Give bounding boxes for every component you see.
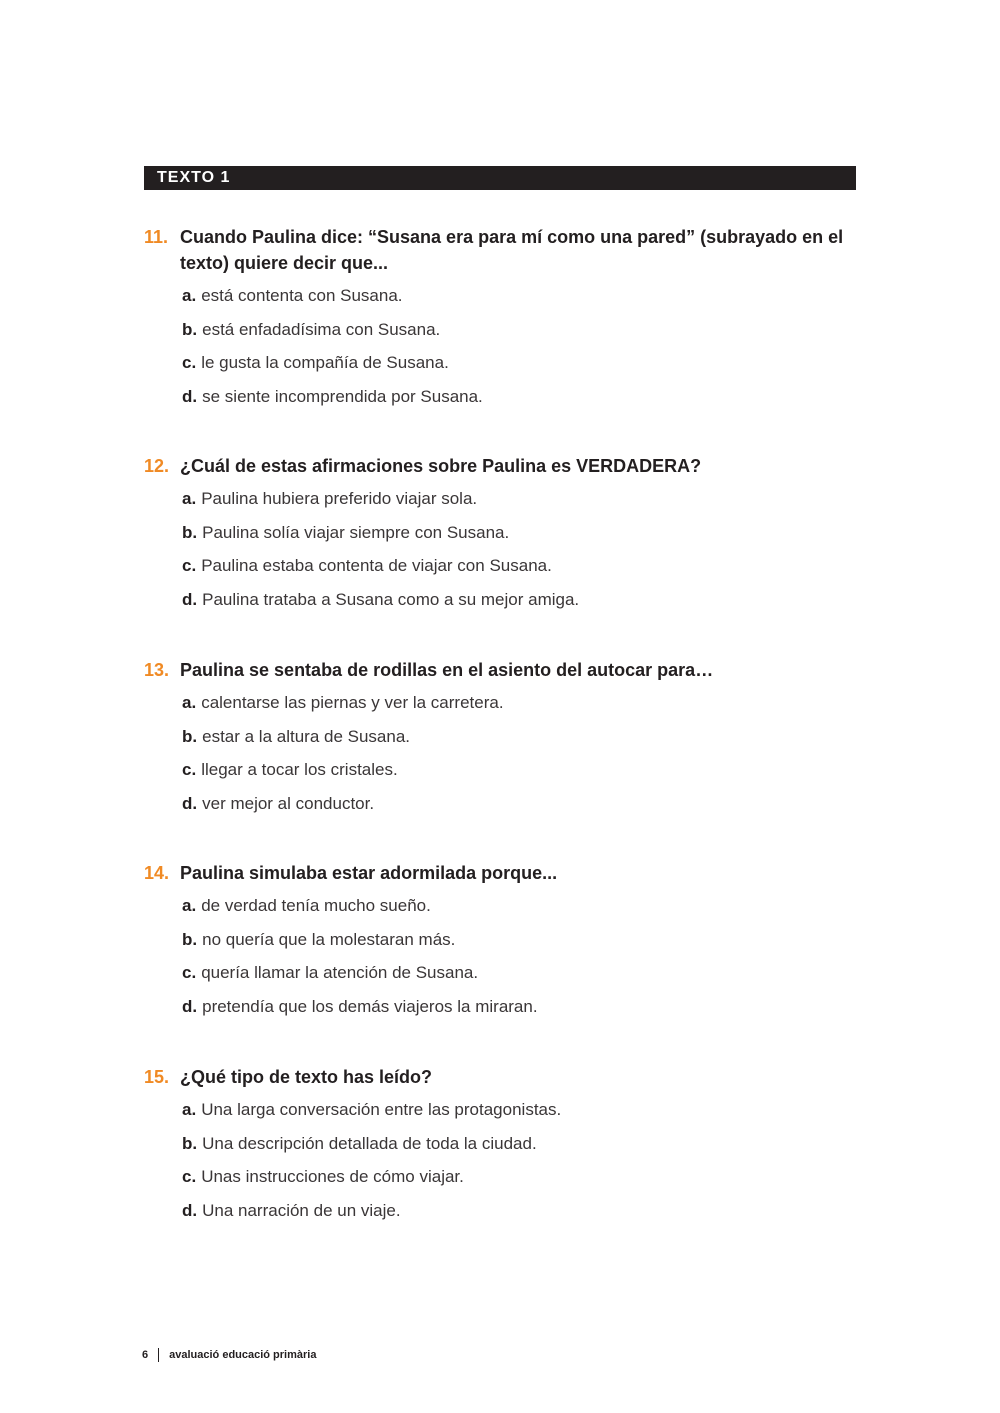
option-letter: a. [182,896,197,915]
option-text: quería llamar la atención de Susana. [201,963,479,983]
option-a[interactable] [182,693,860,713]
question-stem [144,860,860,886]
question-text: ¿Cuál de estas afirmaciones sobre Paulina es VERDADERA? [180,456,702,476]
option-d[interactable] [182,794,860,814]
option-text: Paulina solía viajar siempre con Susana. [202,522,510,542]
option-c[interactable] [182,963,860,983]
option-b[interactable] [182,930,860,950]
answer-options [144,693,860,814]
option-text: de verdad tenía mucho sueño. [201,896,431,915]
question-11 [144,224,860,421]
question-stem [144,657,860,683]
option-letter: c. [182,1167,197,1187]
publication-title: avaluació educació primària [169,1349,317,1361]
option-text: está contenta con Susana. [201,286,403,305]
option-letter: a. [182,286,197,305]
question-stem [144,1064,860,1090]
question-13 [144,657,860,828]
option-text: Una descripción detallada de toda la ciudad. [202,1133,537,1153]
option-text: pretendía que los demás viajeros la miraran. [202,997,538,1017]
option-b[interactable] [182,1134,860,1154]
option-letter: a. [182,693,197,712]
question-15 [144,1064,860,1235]
option-letter: d. [182,997,198,1017]
option-letter: d. [182,794,198,814]
page-number: 6 [142,1349,149,1361]
option-text: estar a la altura de Susana. [202,726,411,746]
option-text: Paulina trataba a Susana como a su mejor amiga. [202,590,580,610]
question-number: 12. [144,456,170,476]
option-text: Paulina estaba contenta de viajar con Susana. [201,556,552,576]
section-header [144,166,856,190]
answer-options [144,1100,860,1221]
option-letter: d. [182,590,198,610]
option-c[interactable] [182,353,860,373]
option-b[interactable] [182,523,860,543]
question-number: 14. [144,863,170,883]
answer-options [144,286,860,407]
option-text: le gusta la compañía de Susana. [201,353,449,373]
option-letter: b. [182,319,198,339]
question-text: Cuando Paulina dice: “Susana era para mí como una pared” (subrayado en el texto) quiere decir que... [180,227,844,273]
option-text: Unas instrucciones de cómo viajar. [201,1167,464,1187]
option-letter: a. [182,489,197,508]
option-d[interactable] [182,1201,860,1221]
answer-options [144,489,860,610]
option-c[interactable] [182,1167,860,1187]
question-number: 15. [144,1067,170,1087]
question-number: 13. [144,660,170,680]
option-text: se siente incomprendida por Susana. [202,387,483,407]
option-letter: c. [182,353,197,373]
option-d[interactable] [182,590,860,610]
option-c[interactable] [182,556,860,576]
option-letter: d. [182,1201,198,1221]
option-c[interactable] [182,760,860,780]
question-text: Paulina se sentaba de rodillas en el asiento del autocar para… [180,660,714,680]
option-a[interactable] [182,896,860,916]
question-stem [144,453,860,479]
option-letter: c. [182,556,197,576]
question-text: Paulina simulaba estar adormilada porque... [180,863,558,883]
question-14 [144,860,860,1031]
option-text: Paulina hubiera preferido viajar sola. [201,489,478,508]
option-letter: b. [182,522,198,542]
option-letter: c. [182,963,197,983]
question-number: 11. [144,227,169,247]
option-text: está enfadadísima con Susana. [202,319,441,339]
option-letter: a. [182,1100,197,1119]
option-text: no quería que la molestaran más. [202,929,456,949]
footer-divider [158,1348,159,1362]
question-stem [144,224,860,276]
question-12 [144,453,860,624]
section-title: TEXTO 1 [157,169,231,186]
option-text: calentarse las piernas y ver la carretera. [201,693,504,712]
option-letter: b. [182,929,198,949]
option-a[interactable] [182,489,860,509]
option-letter: d. [182,387,198,407]
option-letter: b. [182,726,198,746]
question-text: ¿Qué tipo de texto has leído? [180,1067,433,1087]
option-letter: c. [182,760,197,780]
page-footer [142,1348,316,1362]
option-letter: b. [182,1133,198,1153]
answer-options [144,896,860,1017]
option-b[interactable] [182,320,860,340]
option-a[interactable] [182,286,860,306]
option-b[interactable] [182,727,860,747]
option-a[interactable] [182,1100,860,1120]
option-d[interactable] [182,387,860,407]
option-text: ver mejor al conductor. [202,794,375,814]
option-d[interactable] [182,997,860,1017]
option-text: Una larga conversación entre las protagonistas. [201,1100,562,1119]
option-text: Una narración de un viaje. [202,1201,401,1221]
option-text: llegar a tocar los cristales. [201,760,398,780]
